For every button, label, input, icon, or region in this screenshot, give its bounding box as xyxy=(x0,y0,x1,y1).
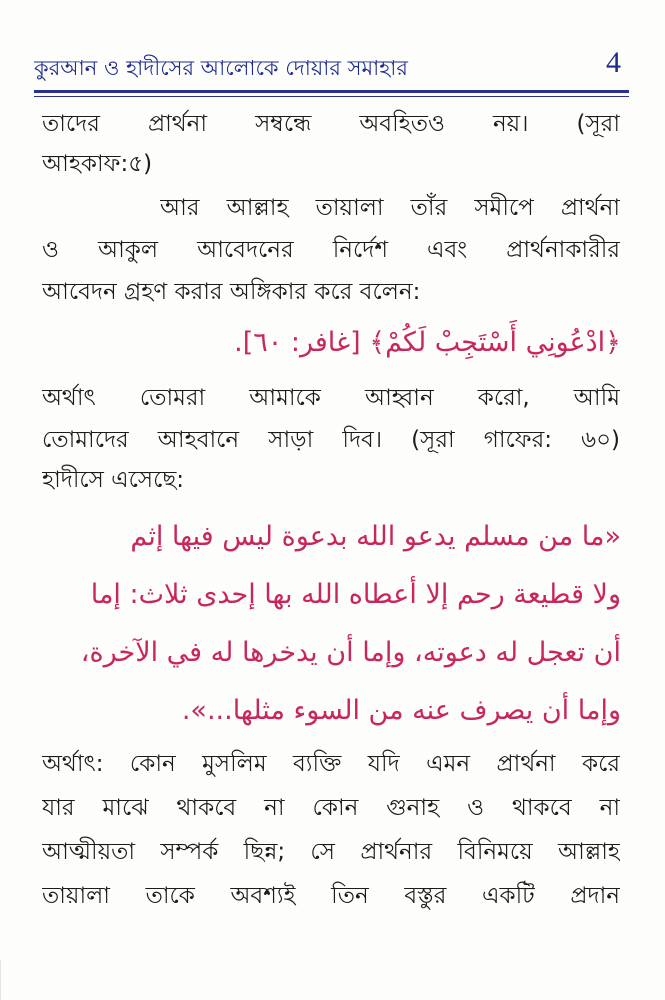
hadith-line: ولا قطيعة رحم إلا أعطاه الله بها إحدى ثلاث: إما xyxy=(90,579,621,610)
page-corner xyxy=(0,960,41,1000)
body-line: ও আকুল আবেদনের নির্দেশ এবং প্রার্থনাকারীর xyxy=(42,237,620,263)
translation-line: তোমাদের আহবানে সাড়া দিব। (সূরা গাফের: ৬০) xyxy=(42,427,620,453)
page-number: 4 xyxy=(606,46,621,79)
meaning-line: তায়ালা তাকে অবশ্যই তিন বস্তুর একটি প্রদান xyxy=(42,883,620,909)
hadith-line: أن تعجل له دعوته، وإما أن يدخرها له في الآخرة، xyxy=(80,637,621,668)
meaning-line: আত্মীয়তা সম্পর্ক ছিন্ন; সে প্রার্থনার বিনিময়ে আল্লাহ xyxy=(42,839,620,865)
meaning-line: অর্থাৎ: কোন মুসলিম ব্যক্তি যদি এমন প্রার্থনা করে xyxy=(42,751,620,777)
header-rule-thick xyxy=(34,90,629,93)
body-line: আর আল্লাহ তায়ালা তাঁর সমীপে প্রার্থনা xyxy=(160,195,620,221)
body-line: আবেদন গ্রহণ করার অঙ্গিকার করে বলেন: xyxy=(42,279,421,305)
header-rule-thin xyxy=(34,96,629,97)
hadith-line: وإما أن يصرف عنه من السوء مثلها...». xyxy=(181,695,621,726)
body-line: আহকাফ:৫) xyxy=(42,151,153,177)
translation-line: অর্থাৎ তোমরা আমাকে আহ্বান করো, আমি xyxy=(42,385,620,411)
meaning-line: যার মাঝে থাকবে না কোন গুনাহ ও থাকবে না xyxy=(42,795,620,821)
header-title: কুরআন ও হাদীসের আলোকে দোয়ার সমাহার xyxy=(34,56,408,80)
body-line: তাদের প্রার্থনা সম্বন্ধে অবহিতও নয়। (সূরা xyxy=(42,111,620,137)
quran-verse: ﴿ادْعُونِي أَسْتَجِبْ لَكُمْ﴾ [غافر: ٦٠]. xyxy=(234,327,621,358)
running-header xyxy=(34,44,629,88)
hadith-line: «ما من مسلم يدعو الله بدعوة ليس فيها إثم xyxy=(130,521,621,552)
translation-line: হাদীসে এসেছে: xyxy=(42,467,185,493)
